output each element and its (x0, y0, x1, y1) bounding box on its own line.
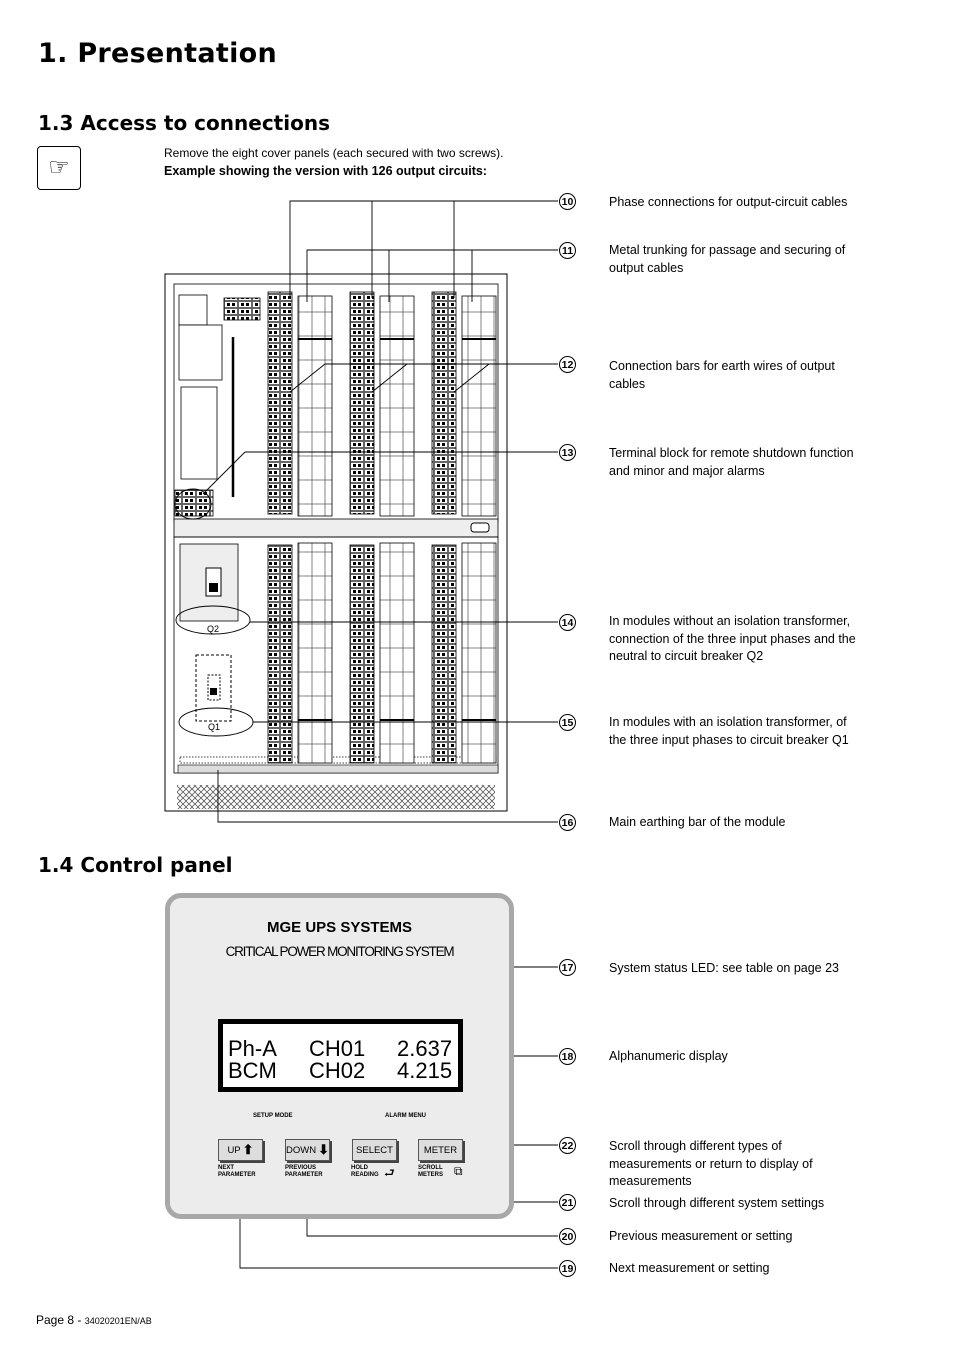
callout-description: Scroll through different system settings (609, 1196, 825, 1210)
down-button[interactable] (285, 1139, 330, 1161)
lcd-cell: BCM (228, 1058, 277, 1083)
alphanumeric-display (218, 1019, 463, 1092)
callout-description: Previous measurement or setting (609, 1229, 793, 1243)
callout-number: 15 (559, 714, 576, 731)
alarm-menu-label: ALARM MENU (385, 1113, 426, 1119)
up-button-label: UP (227, 1144, 241, 1156)
meter-button[interactable] (418, 1139, 463, 1161)
section-heading-control-panel: 1.4 Control panel (38, 853, 233, 877)
callout-number: 11 (559, 242, 576, 259)
callout-number: 13 (559, 444, 576, 461)
up-button-function: NEXT PARAMETER (218, 1165, 256, 1178)
page-number: Page 8 - (36, 1313, 85, 1327)
select-button-function: HOLD READING (351, 1165, 379, 1178)
callout-description: In modules with an isolation transformer, of the three input phases to circuit breaker Q1 (609, 715, 849, 747)
meter-button-function: SCROLL METERS (418, 1165, 444, 1178)
callout-description: Scroll through different types of measurements or return to display of measurements (609, 1139, 813, 1188)
callout-description: Connection bars for earth wires of output cables (609, 359, 835, 391)
meter-button-label: METER (423, 1144, 458, 1156)
brand-name: MGE UPS SYSTEMS (266, 919, 413, 936)
return-arrow-icon: ⮐ (384, 1166, 395, 1180)
callout-description: In modules without an isolation transformer, connection of the three input phases and the neutral to circuit breaker Q2 (609, 614, 856, 663)
lcd-cell: CH01 (309, 1036, 366, 1061)
brand-subtitle: CRITICAL POWER MONITORING SYSTEM (225, 944, 454, 959)
copy-icon: ⧉ (454, 1164, 463, 1178)
lcd-cell: 4.215 (397, 1058, 453, 1083)
down-button-label: DOWN (286, 1144, 317, 1156)
callout-number: 22 (559, 1137, 576, 1154)
callout-description: Next measurement or setting (609, 1261, 770, 1275)
down-button-function: PREVIOUS PARAMETER (285, 1165, 323, 1178)
callout-number: 16 (559, 814, 576, 831)
callout-description: Main earthing bar of the module (609, 815, 786, 829)
label-q2: Q2 (207, 624, 220, 634)
lcd-cell: CH02 (309, 1058, 366, 1083)
select-button-label: SELECT (356, 1144, 393, 1156)
callout-description: Phase connections for output-circuit cables (609, 195, 848, 209)
callout-description: Metal trunking for passage and securing of output cables (609, 243, 846, 275)
callout-number: 10 (559, 193, 576, 210)
up-button[interactable] (218, 1139, 263, 1161)
document-reference: 34020201EN/AB (84, 1316, 152, 1326)
setup-mode-label: SETUP MODE (253, 1113, 293, 1119)
callout-number: 17 (559, 959, 576, 976)
label-q1: Q1 (208, 722, 221, 732)
callout-number: 19 (559, 1260, 576, 1277)
arrow-down-icon: ⬇ (318, 1142, 329, 1157)
page-footer (36, 1313, 152, 1327)
callout-number: 14 (559, 614, 576, 631)
callout-number: 12 (559, 356, 576, 373)
page-title: 1. Presentation (38, 38, 278, 69)
example-caption: Example showing the version with 126 output circuits: (164, 164, 487, 178)
callout-description: System status LED: see table on page 23 (609, 961, 839, 975)
callout-description: Alphanumeric display (609, 1049, 728, 1063)
callout-number: 18 (559, 1048, 576, 1065)
lcd-cell: Ph-A (228, 1036, 277, 1061)
instruction-text: Remove the eight cover panels (each secured with two screws). (164, 146, 504, 160)
callout-description: Terminal block for remote shutdown function and minor and major alarms (609, 446, 854, 478)
section-heading-access: 1.3 Access to connections (38, 111, 330, 135)
select-button[interactable] (352, 1139, 397, 1161)
pointing-hand-icon: ☞ (37, 146, 81, 190)
lcd-cell: 2.637 (397, 1036, 453, 1061)
callout-number: 20 (559, 1228, 576, 1245)
callout-number: 21 (559, 1194, 576, 1211)
arrow-up-icon: ⬆ (242, 1142, 254, 1157)
